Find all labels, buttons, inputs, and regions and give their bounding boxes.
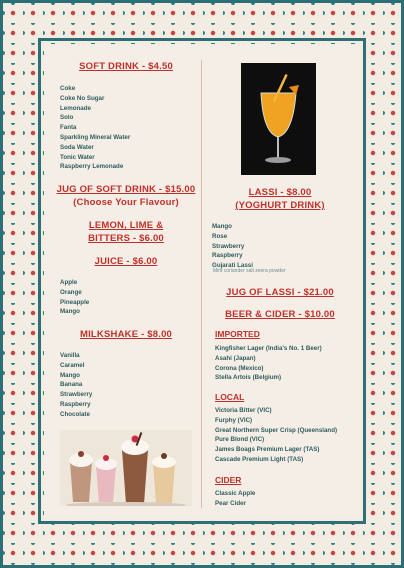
cider-heading: CIDER — [215, 475, 242, 485]
lassi-subtitle: (YOGHURT DRINK) — [235, 200, 325, 211]
menu-item: Pure Blond (VIC) — [215, 436, 265, 444]
menu-item: Stella Artois (Belgium) — [215, 374, 282, 382]
beer-cider-heading: BEER & CIDER - $10.00 — [225, 309, 335, 320]
menu-item: Raspberry — [60, 400, 91, 408]
menu-item: Kingfisher Lager (India's No. 1 Beer) — [215, 345, 322, 352]
menu-item: Asahi (Japan) — [215, 354, 256, 362]
menu-item: Cascade Premium Light (TAS) — [215, 455, 304, 463]
menu-item: Soda Water — [60, 143, 94, 151]
lassi-photo — [241, 63, 316, 175]
jug-soft-drink-heading: JUG OF SOFT DRINK - $15.00 — [56, 184, 196, 195]
menu-item: Rose — [212, 232, 228, 240]
menu-item: Sparkling Mineral Water — [60, 133, 131, 141]
menu-item: Strawberry — [212, 242, 245, 250]
imported-beer-list — [215, 344, 322, 383]
bitters-heading: BITTERS - $6.00 — [88, 233, 164, 244]
lassi-heading: LASSI - $8.00 — [248, 187, 312, 198]
menu-item: Chocolate — [60, 410, 90, 418]
menu-item: Mango — [60, 308, 80, 316]
menu-item: Mango — [212, 223, 232, 230]
menu-item: Gujarati Lassi — [212, 262, 253, 270]
juice-heading: JUICE - $6.00 — [94, 256, 158, 267]
imported-heading: IMPORTED — [215, 329, 260, 339]
menu-item: Coke — [60, 85, 76, 92]
soft-drink-list — [60, 84, 130, 172]
menu-item: Classic Apple — [215, 490, 256, 497]
menu-item: Tonic Water — [60, 153, 95, 161]
menu-item: Corona (Mexico) — [215, 364, 264, 372]
milkshake-list — [60, 351, 92, 420]
menu-item: Vanilla — [60, 352, 80, 359]
milkshake-illustration — [60, 430, 192, 506]
menu-item: Victoria Bitter (VIC) — [215, 407, 272, 414]
lassi-note: Mint coriander salt zeera powder — [213, 268, 286, 274]
menu-item: Mango — [60, 371, 80, 379]
menu-item: Caramel — [60, 361, 85, 369]
lemon-lime-heading: LEMON, LIME & — [88, 220, 164, 231]
menu-item: Orange — [60, 288, 82, 296]
menu-item: Coke No Sugar — [60, 94, 105, 102]
column-divider — [201, 60, 202, 508]
juice-list — [60, 278, 89, 317]
menu-item: Furphy (VIC) — [215, 416, 253, 424]
cider-list — [215, 489, 255, 509]
milkshake-heading: MILKSHAKE - $8.00 — [79, 329, 173, 340]
menu-item: James Boags Premium Lager (TAS) — [215, 446, 320, 454]
menu-item: Solo — [60, 114, 74, 122]
menu-item: Pineapple — [60, 298, 90, 306]
menu-item: Raspberry Lemonade — [60, 163, 124, 171]
menu-item: Raspberry — [212, 252, 243, 260]
lassi-list — [212, 222, 253, 271]
menu-item: Apple — [60, 279, 78, 286]
milkshake-photo — [60, 430, 192, 506]
lassi-illustration — [241, 63, 316, 175]
jug-soft-drink-subtitle: (Choose Your Flavour) — [73, 197, 179, 208]
soft-drink-heading: SOFT DRINK - $4.50 — [79, 61, 173, 72]
menu-item: Pear Cider — [215, 499, 246, 507]
jug-lassi-heading: JUG OF LASSI - $21.00 — [226, 287, 334, 298]
menu-item: Great Northern Super Crisp (Queensland) — [215, 426, 338, 434]
menu-item: Fanta — [60, 124, 77, 132]
local-beer-list — [215, 406, 337, 465]
menu-item: Banana — [60, 381, 83, 389]
menu-item: Strawberry — [60, 391, 93, 399]
local-heading: LOCAL — [215, 392, 245, 402]
menu-item: Lemonade — [60, 104, 91, 112]
